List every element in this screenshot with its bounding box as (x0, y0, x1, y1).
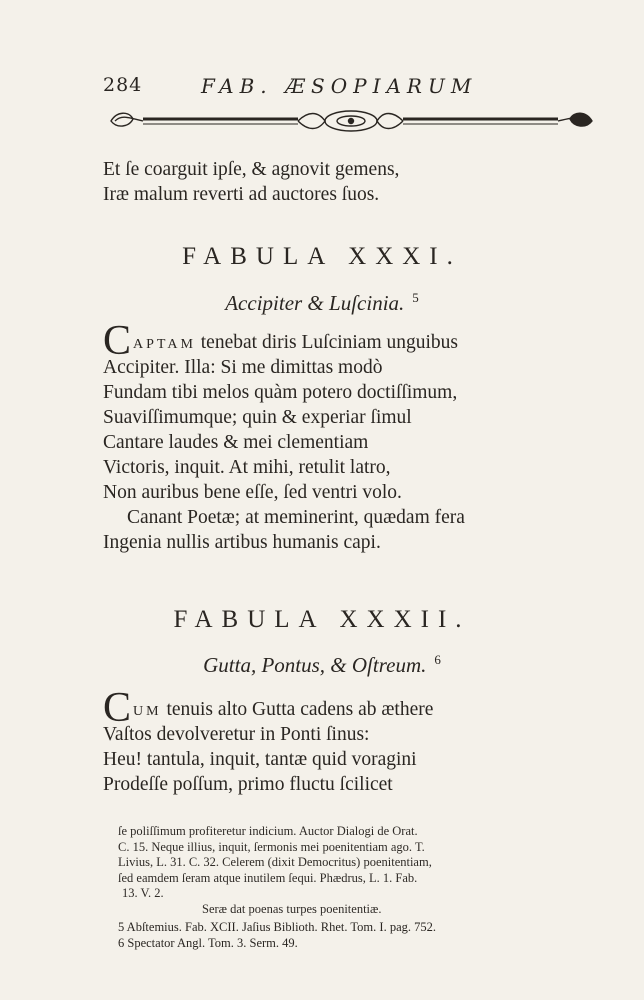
first-line (103, 685, 573, 731)
footnote-5: 5 Abſtemius. Fab. XCII. Jaſius Biblioth. Rhet. Tom. I. pag. 752. (118, 920, 436, 934)
note-line: Livius, L. 31. C. 32. Celerem (dixit Democritus) poenitentiam, (118, 855, 432, 869)
fable-32-subtitle (0, 652, 644, 678)
verse-line: Heu! tantula, inquit, tantæ quid voragini (103, 749, 417, 770)
verse-line: Suaviſſimumque; quin & experiar ſimul (103, 407, 412, 428)
note-line: ſed eamdem ſeram atque inutilem ſequi. Phædrus, L. 1. Fab. (118, 870, 418, 885)
verse-line: Non auribus bene eſſe, ſed ventri volo. (103, 482, 402, 503)
moral-line: Ingenia nullis artibus humanis capi. (103, 532, 381, 553)
drop-cap: C (103, 318, 132, 364)
fable-32-heading: FABULA XXXII. (173, 606, 471, 633)
note-line: ſe poliſſimum profiteretur indicium. Auctor Dialogi de Orat. (118, 824, 418, 838)
footnote-marker-5: 5 (412, 290, 419, 305)
fable-31-subtitle (0, 290, 644, 316)
running-title: FAB. ÆSOPIARUM (201, 74, 478, 98)
commentary-notes (118, 824, 598, 917)
decorative-rule-ornament-icon (103, 105, 600, 137)
verse-line: Iræ malum reverti ad auctores ſuos. (103, 184, 380, 205)
first-word-smallcaps: APTAM (133, 337, 196, 352)
note-line: Seræ dat poenas turpes poenitentiæ. (202, 901, 382, 916)
verse-line: Vaſtos devolveretur in Ponti ſinus: (103, 724, 370, 745)
first-line-rest: tenebat diris Luſciniam unguibus (200, 332, 459, 353)
continuation-verses (103, 157, 573, 207)
fable-32-subtitle-text: Gutta, Pontus, & Oſtreum. (203, 653, 427, 677)
fable-31-heading: FABULA XXXI. (182, 243, 462, 270)
drop-cap: C (103, 685, 132, 731)
verse-line: Cantare laudes & mei clementiam (103, 432, 369, 453)
first-word-smallcaps: UM (133, 704, 162, 719)
verse-line: Accipiter. Illa: Si me dimittas modò (103, 357, 383, 378)
verse-line: Victoris, inquit. At mihi, retulit latro, (103, 457, 391, 478)
verse-line: Prodeſſe poſſum, primo fluctu ſcilicet (103, 774, 393, 795)
fable-31-text (103, 318, 573, 555)
running-head (103, 74, 533, 104)
fable-31-subtitle-text: Accipiter & Luſcinia. (225, 291, 405, 315)
first-line (103, 318, 573, 364)
note-line: C. 15. Neque illius, inquit, ſermonis mei poenitentiam ago. T. (118, 839, 425, 854)
page-number: 284 (103, 74, 143, 96)
verse-line: Fundam tibi melos quàm potero doctiſſimum, (103, 382, 458, 403)
first-line-rest: tenuis alto Gutta cadens ab æthere (166, 699, 434, 720)
fable-32-text (103, 685, 573, 797)
note-line: 13. V. 2. (122, 886, 164, 900)
moral-line: Canant Poetæ; at meminerint, quædam fera (127, 507, 465, 528)
footnote-6: 6 Spectator Angl. Tom. 3. Serm. 49. (118, 936, 298, 950)
verse-line: Et ſe coarguit ipſe, & agnovit gemens, (103, 159, 400, 180)
footnote-marker-6: 6 (434, 652, 441, 667)
